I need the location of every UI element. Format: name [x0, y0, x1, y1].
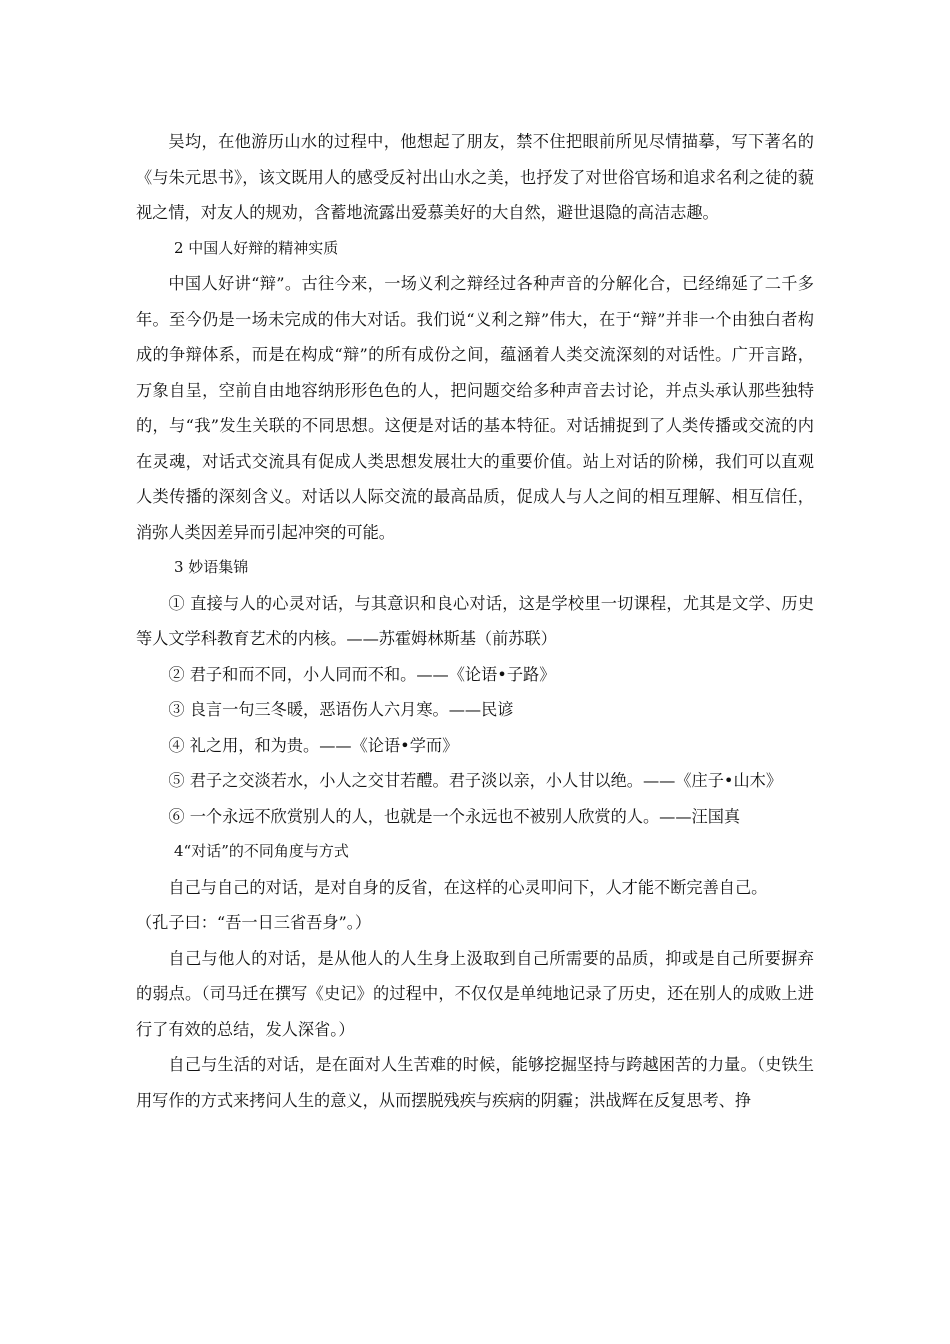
paragraph-others-dialogue: 自己与他人的对话，是从他人的人生身上汲取到自己所需要的品质，抑或是自己所要摒弃的弱点。（司马迁在撰写《史记》的过程中，不仅仅是单纯地记录了历史，还在别人的成败上进行了有效的总结，发人深省。）: [136, 948, 814, 1039]
quote-item-2: ② 君子和而不同，小人同而不和。——《论语•子路》: [168, 664, 556, 684]
section-heading-3: 3 妙语集锦: [174, 558, 249, 576]
paragraph-wu-jun: 吴均，在他游历山水的过程中，他想起了朋友，禁不住把眼前所见尽情描摹，写下著名的《与朱元思书》，该文既用人的感受反衬出山水之美，也抒发了对世俗官场和追求名利之徒的藐视之情，对友人的规劝，含蓄地流露出爱慕美好的大自然，避世退隐的高洁志趣。: [136, 132, 814, 222]
paragraph-self-dialogue: 自己与自己的对话，是对自身的反省，在这样的心灵叩问下，人才能不断完善自己。: [168, 877, 768, 897]
quote-item-3: ③ 良言一句三冬暖，恶语伤人六月寒。——民谚: [168, 700, 514, 719]
document-page: [136, 124, 814, 1118]
section-heading-4: 4“对话”的不同角度与方式: [174, 842, 349, 860]
quote-item-1: ① 直接与人的心灵对话，与其意识和良心对话，这是学校里一切课程，尤其是文学、历史等人文学科教育艺术的内核。——苏霍姆林斯基（前苏联）: [136, 593, 814, 648]
paragraph-debate: 中国人好讲“辩”。古往今来，一场义利之辩经过各种声音的分解化合，已经绵延了二千多年。至今仍是一场未完成的伟大对话。我们说“义利之辩”伟大，在于“辩”并非一个由独白者构成的争辩体系，而是在构成“辩”的所有成份之间，蕴涵着人类交流深刻的对话性。广开言路，万象自呈，空前自由地容纳形形色色的人，把问题交给多种声音去讨论，并点头承认那些独特的，与“我”发生关联的不同思想。这便是对话的基本特征。对话捕捉到了人类传播或交流的内在灵魂，对话式交流具有促成人类思想发展壮大的重要价值。站上对话的阶梯，我们可以直观人类传播的深刻含义。对话以人际交流的最高品质，促成人与人之间的相互理解、相互信任，消弥人类因差异而引起冲突的可能。: [136, 274, 814, 542]
quote-item-4: ④ 礼之用，和为贵。——《论语•学而》: [168, 735, 459, 755]
quote-item-6: ⑥ 一个永远不欣赏别人的人，也就是一个永远也不被别人欣赏的人。——汪国真: [168, 806, 741, 826]
section-heading-2: 2 中国人好辩的精神实质: [174, 238, 339, 257]
paragraph-confucius-note: （孔子曰：“吾一日三省吾身”。）: [136, 913, 372, 932]
quote-item-5: ⑤ 君子之交淡若水，小人之交甘若醴。君子淡以亲，小人甘以绝。——《庄子•山木》: [168, 771, 783, 790]
paragraph-life-dialogue: 自己与生活的对话，是在面对人生苦难的时候，能够挖掘坚持与跨越困苦的力量。（史铁生用写作的方式来拷问人生的意义，从而摆脱残疾与疾病的阴霾；洪战辉在反复思考、挣: [136, 1055, 814, 1110]
